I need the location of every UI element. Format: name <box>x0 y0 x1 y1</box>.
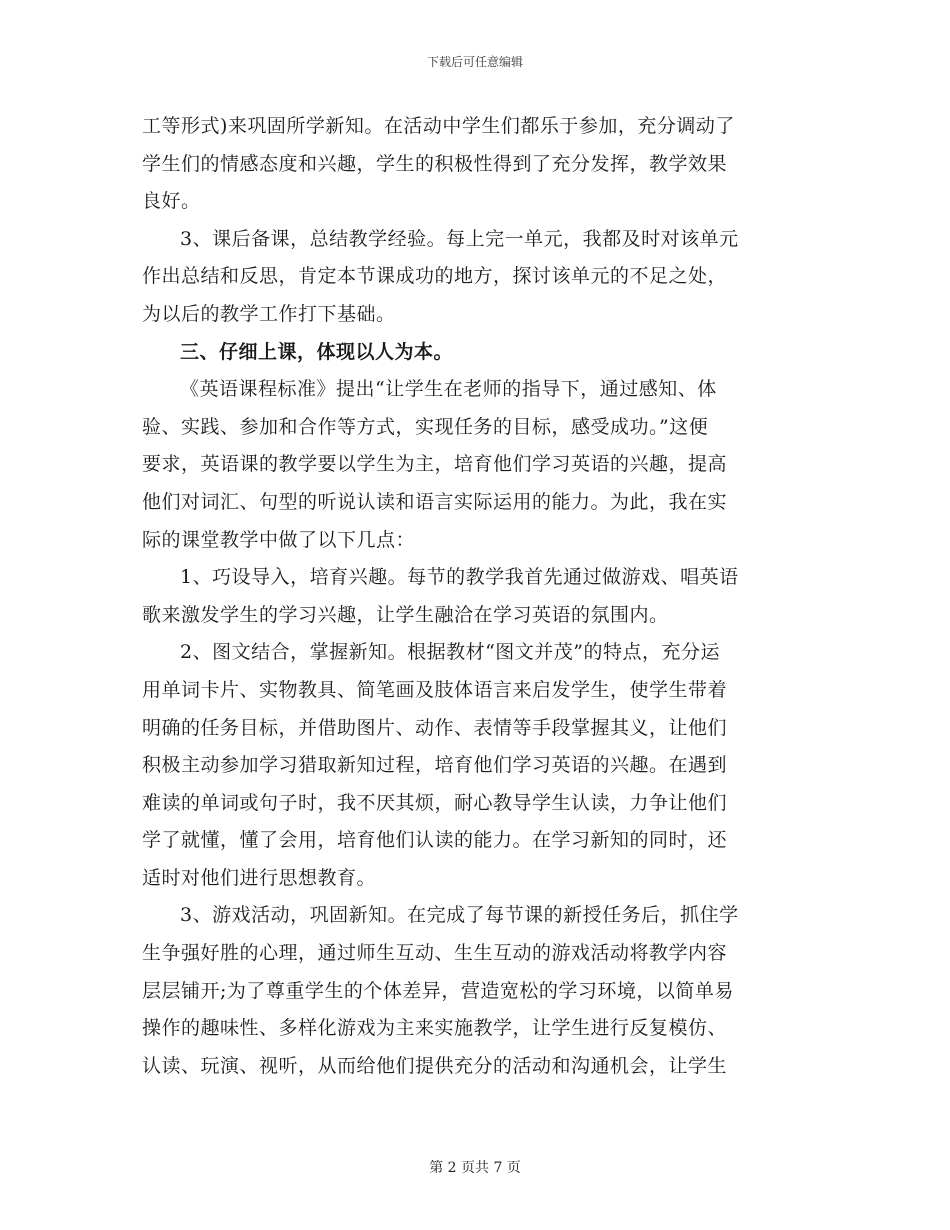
text-line: 歌来激发学生的学习兴趣，让学生融洽在学习英语的氛围内。 <box>142 603 669 626</box>
paragraph-start-line: 3、游戏活动，巩固新知。在完成了每节课的新授任务后，抓住学 <box>180 904 739 927</box>
text-line: 难读的单词或句子时，我不厌其烦，耐心教导学生认读，力争让他们 <box>142 791 728 814</box>
paragraph-start-line: 1、巧设导入，培育兴趣。每节的教学我首先通过做游戏、唱英语 <box>180 566 739 589</box>
text-line: 操作的趣味性、多样化游戏为主来实施教学，让学生进行反复模仿、 <box>142 1017 728 1040</box>
text-line: 认读、玩演、视听，从而给他们提供充分的活动和沟通机会，让学生 <box>142 1054 728 1077</box>
page-footer: 第 2 页共 7 页 <box>429 1160 521 1176</box>
text-line: 他们对词汇、句型的听说认读和语言实际运用的能力。为此，我在实 <box>142 490 728 513</box>
text-line: 学生们的情感态度和兴趣，学生的积极性得到了充分发挥，教学效果 <box>142 152 728 175</box>
paragraph-start-line: 3、课后备课，总结教学经验。每上完一单元，我都及时对该单元 <box>180 227 739 250</box>
text-line: 明确的任务目标，并借助图片、动作、表情等手段掌握其义，让他们 <box>142 716 728 739</box>
text-line: 积极主动参加学习猎取新知过程，培育他们学习英语的兴趣。在遇到 <box>142 754 728 777</box>
paragraph-start-line: 2、图文结合，掌握新知。根据教材“图文并茂”的特点，充分运 <box>180 641 721 664</box>
text-line: 际的课堂教学中做了以下几点： <box>142 528 416 551</box>
section-heading: 三、仔细上课，体现以人为本。 <box>180 340 454 363</box>
text-line: 良好。 <box>142 190 201 213</box>
paragraph-start-line: 《英语课程标准》提出“让学生在老师的指导下，通过感知、体 <box>180 378 717 401</box>
text-line: 生争强好胜的心理，通过师生互动、生生互动的游戏活动将教学内容 <box>142 942 728 965</box>
text-line: 为以后的教学工作打下基础。 <box>142 302 396 325</box>
text-line: 层层铺开;为了尊重学生的个体差异，营造宽松的学习环境，以简单易 <box>142 979 734 1002</box>
text-line: 适时对他们进行思想教育。 <box>142 866 377 889</box>
text-line: 要求，英语课的教学要以学生为主，培育他们学习英语的兴趣，提高 <box>142 453 728 476</box>
text-line: 验、实践、参加和合作等方式，实现任务的目标，感受成功。”这便 <box>142 415 709 438</box>
page-header: 下载后可任意编辑 <box>426 55 523 69</box>
text-line: 学了就懂，懂了会用，培育他们认读的能力。在学习新知的同时，还 <box>142 829 728 852</box>
document-body <box>142 108 812 1085</box>
text-line: 作出总结和反思，肯定本节课成功的地方，探讨该单元的不足之处， <box>142 265 728 288</box>
text-line: 工等形式)来巩固所学新知。在活动中学生们都乐于参加，充分调动了 <box>142 115 735 137</box>
text-line: 用单词卡片、实物教具、简笔画及肢体语言来启发学生，使学生带着 <box>142 678 728 701</box>
